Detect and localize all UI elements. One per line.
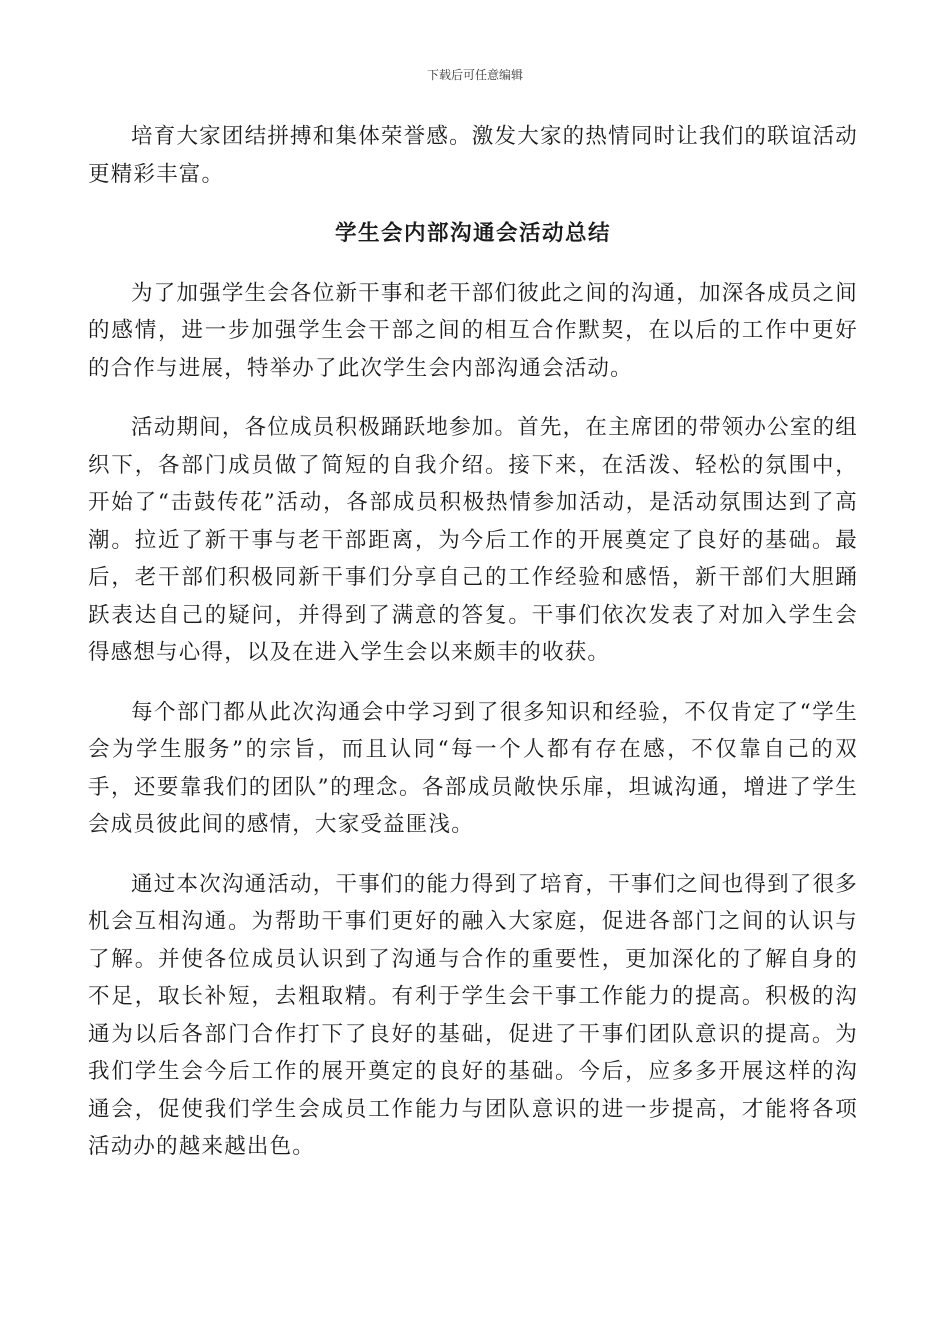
body-paragraph-1: 为了加强学生会各位新干事和老干部们彼此之间的沟通，加深各成员之间的感情，进一步加强学生会干部之间的相互合作默契，在以后的工作中更好的合作与进展，特举办了此次学生会内部沟通会活动。 [88, 280, 858, 381]
document-title: 学生会内部沟通会活动总结 [334, 221, 611, 246]
body-paragraph-4: 通过本次沟通活动，干事们的能力得到了培育，干事们之间也得到了很多机会互相沟通。为帮助干事们更好的融入大家庭，促进各部门之间的认识与了解。并使各位成员认识到了沟通与合作的重要性，更加深化的了解自身的不足，取长补短，去粗取精。有利于学生会干事工作能力的提高。积极的沟通为以后各部门合作打下了良好的基础，促进了干事们团队意识的提高。为我们学生会今后工作的展开奠定的良好的基础。今后，应多多开展这样的沟通会，促使我们学生会成员工作能力与团队意识的进一步提高，才能将各项活动办的越来越出色。 [88, 871, 858, 1159]
body-paragraph-2: 活动期间，各位成员积极踊跃地参加。首先，在主席团的带领办公室的组织下，各部门成员做了简短的自我介绍。接下来，在活泼、轻松的氛围中，开始了“击鼓传花”活动，各部成员积极热情参加活动，是活动氛围达到了高潮。拉近了新干事与老干部距离，为今后工作的开展奠定了良好的基础。最后，老干部们积极同新干事们分享自己的工作经验和感悟，新干部们大胆踊跃表达自己的疑问，并得到了满意的答复。干事们依次发表了对加入学生会得感想与心得，以及在进入学生会以来颇丰的收获。 [88, 415, 858, 665]
intro-paragraph: 培育大家团结拼搏和集体荣誉感。激发大家的热情同时让我们的联谊活动更精彩丰富。 [88, 124, 858, 187]
document-body [88, 118, 858, 1188]
page-header: 下载后可任意编辑 [426, 68, 523, 82]
body-paragraph-3: 每个部门都从此次沟通会中学习到了很多知识和经验，不仅肯定了“学生会为学生服务”的宗旨，而且认同“每一个人都有存在感，不仅靠自己的双手，还要靠我们的团队”的理念。各部成员敞快乐扉，坦诚沟通，增进了学生会成员彼此间的感情，大家受益匪浅。 [88, 699, 858, 837]
